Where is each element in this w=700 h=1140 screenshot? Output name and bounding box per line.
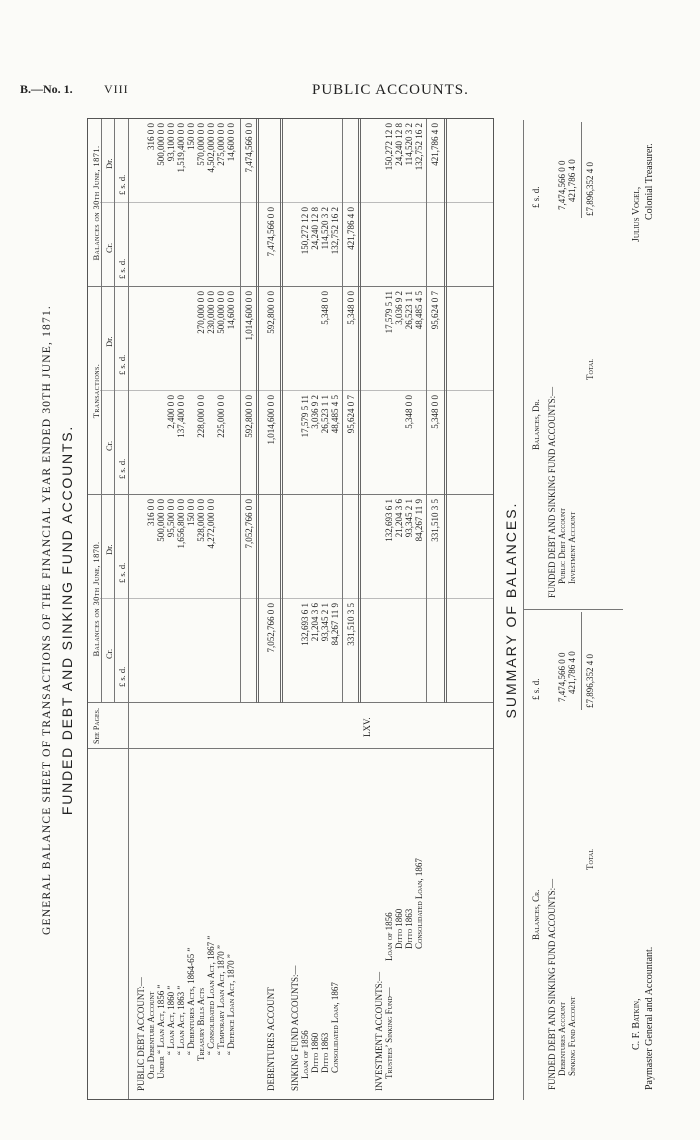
total-value: 95,624 0 7 bbox=[430, 291, 440, 330]
row-label: “ Loan Act, 1860 ” bbox=[166, 985, 176, 1055]
cell-value: 7,052,766 0 0 bbox=[266, 603, 276, 653]
cr-1870-header: Cr. bbox=[104, 648, 114, 659]
cell-value: 230,000 0 0 bbox=[206, 291, 216, 334]
cell-value: 570,000 0 0 bbox=[196, 123, 206, 166]
dr-heading: Balances, Dr. bbox=[531, 399, 541, 450]
see-pages-header: See Pages. bbox=[92, 708, 101, 744]
cell-value: 316 0 0 bbox=[146, 499, 156, 526]
lsd-header: £ s. d. bbox=[117, 354, 127, 375]
cell-value: 500,000 0 0 bbox=[156, 123, 166, 166]
cell-value: 48,485 4 5 bbox=[330, 395, 340, 434]
balance-sheet bbox=[35, 100, 675, 1120]
cell-value: 17,579 5 11 bbox=[384, 291, 394, 334]
total-value: 7,474,566 0 0 bbox=[244, 123, 254, 173]
cell-value: 14,600 0 0 bbox=[226, 123, 236, 162]
cell-value: 228,000 0 0 bbox=[196, 395, 206, 438]
summary-value: 7,474,566 0 0 bbox=[557, 652, 567, 702]
summary-value: 421,786 4 0 bbox=[567, 159, 577, 202]
row-label: Consolidated Loan, 1867 bbox=[330, 982, 340, 1073]
row-label: “ Defence Loan Act, 1870 ” bbox=[226, 954, 236, 1055]
cell-value: 17,579 5 11 bbox=[300, 395, 310, 438]
summary-row-label: Investment Account bbox=[567, 511, 577, 584]
row-label: Treasury Bills Acts bbox=[196, 987, 206, 1061]
cell-value: 1,014,600 0 0 bbox=[266, 395, 276, 445]
cell-value: 1,519,400 0 0 bbox=[176, 123, 186, 173]
cell-value: 500,000 0 0 bbox=[216, 291, 226, 334]
row-label: Ditto 1863 bbox=[404, 908, 414, 949]
cr-trans-header: Cr. bbox=[104, 440, 114, 451]
cell-value: 93,345 2 1 bbox=[404, 499, 414, 538]
cell-value: 270,000 0 0 bbox=[196, 291, 206, 334]
total-value: 5,348 0 0 bbox=[346, 291, 356, 325]
lsd-header: £ s. d. bbox=[531, 186, 541, 208]
cell-value: 95,500 0 0 bbox=[166, 499, 176, 538]
total-value: 331,510 3 5 bbox=[430, 499, 440, 542]
cell-value: 150 0 0 bbox=[186, 123, 196, 150]
trustees-label: Trustees’ Sinking Fund— bbox=[384, 987, 394, 1079]
total-value: 592,800 0 0 bbox=[244, 395, 254, 438]
balances-1870-header: Balances on 30th June, 1870. bbox=[91, 541, 101, 657]
row-label: Old Debenture Account bbox=[146, 991, 156, 1079]
cell-value: 84,267 11 9 bbox=[414, 499, 424, 542]
cell-value: 5,348 0 0 bbox=[404, 395, 414, 429]
signature-name-left: C. F. Batkin, bbox=[631, 998, 642, 1050]
row-label: Ditto 1860 bbox=[394, 908, 404, 949]
balances-1871-header: Balances on 30th June, 1871. bbox=[91, 145, 101, 261]
cell-value: 21,204 3 6 bbox=[310, 603, 320, 642]
row-label: “ Consolidated Loan Act, 1867 ” bbox=[206, 935, 216, 1055]
cell-value: 114,520 3 2 bbox=[404, 123, 414, 166]
summary-row-label: Public Debt Account bbox=[557, 507, 567, 584]
dr-1870-header: Dr. bbox=[104, 544, 114, 555]
cr-1871-header: Cr. bbox=[104, 242, 114, 253]
investment-heading: INVESTMENT ACCOUNTS:— bbox=[374, 971, 384, 1091]
cell-value: 528,000 0 0 bbox=[196, 499, 206, 542]
summary-row-label: Sinking Fund Account bbox=[567, 996, 577, 1076]
summary-title: SUMMARY OF BALANCES. bbox=[503, 501, 519, 719]
cell-value: 5,348 0 0 bbox=[320, 291, 330, 325]
cell-value: 500,000 0 0 bbox=[156, 499, 166, 542]
total-value: 331,510 3 5 bbox=[346, 603, 356, 646]
page-reference: LXV. bbox=[362, 717, 372, 737]
cell-value: 3,036 9 2 bbox=[394, 291, 404, 325]
cell-value: 132,752 16 2 bbox=[330, 207, 340, 255]
total-value: 421,786 4 0 bbox=[346, 207, 356, 250]
lsd-header: £ s. d. bbox=[117, 258, 127, 279]
cell-value: 132,693 6 1 bbox=[300, 603, 310, 646]
cell-value: 93,345 2 1 bbox=[320, 603, 330, 642]
cell-value: 275,000 0 0 bbox=[216, 123, 226, 166]
summary-row-label: Debentures Account bbox=[557, 1001, 567, 1076]
cell-value: 150,272 12 0 bbox=[300, 207, 310, 255]
cell-value: 150,272 12 0 bbox=[384, 123, 394, 171]
cell-value: 132,752 16 2 bbox=[414, 123, 424, 171]
cell-value: 24,240 12 8 bbox=[310, 207, 320, 250]
lsd-header: £ s. d. bbox=[117, 174, 127, 195]
public-debt-heading: PUBLIC DEBT ACCOUNT:— bbox=[136, 977, 146, 1091]
signature-name-right: Julius Vogel, bbox=[631, 186, 642, 242]
lsd-header: £ s. d. bbox=[117, 666, 127, 687]
sheet-title: GENERAL BALANCE SHEET OF TRANSACTIONS OF THE FINANCIAL YEAR ENDED 30TH JUNE, 1871. bbox=[41, 305, 53, 935]
row-label: Loan of 1856 bbox=[300, 1030, 310, 1079]
total-value: 1,014,600 0 0 bbox=[244, 291, 254, 341]
summary-value: 421,786 4 0 bbox=[567, 651, 577, 694]
cell-value: 93,100 0 0 bbox=[166, 123, 176, 162]
cell-value: 7,474,566 0 0 bbox=[266, 207, 276, 257]
cell-value: 2,400 0 0 bbox=[166, 395, 176, 429]
summary-total: £7,896,352 4 0 bbox=[585, 162, 595, 216]
row-label: Loan of 1856 bbox=[384, 912, 394, 961]
cell-value: 225,000 0 0 bbox=[216, 395, 226, 438]
cell-value: 21,204 3 6 bbox=[394, 499, 404, 538]
row-label: “ Debentures Acts, 1864-65 ” bbox=[186, 947, 196, 1055]
summary-total-label: Total bbox=[585, 848, 595, 870]
total-value: 7,052,766 0 0 bbox=[244, 499, 254, 549]
total-value: 5,348 0 0 bbox=[430, 395, 440, 429]
total-value: 95,624 0 7 bbox=[346, 395, 356, 434]
cell-value: 4,272,000 0 0 bbox=[206, 499, 216, 549]
cell-value: 26,523 1 1 bbox=[320, 395, 330, 434]
cell-value: 1,656,800 0 0 bbox=[176, 499, 186, 549]
row-label: “ Loan Act, 1863 ” bbox=[176, 985, 186, 1055]
cell-value: 14,600 0 0 bbox=[226, 291, 236, 330]
summary-of-balances bbox=[503, 120, 623, 1100]
summary-total: £7,896,352 4 0 bbox=[585, 654, 595, 708]
debentures-account-label: DEBENTURES ACCOUNT bbox=[266, 987, 276, 1091]
summary-value: 7,474,566 0 0 bbox=[557, 160, 567, 210]
row-label: Ditto 1860 bbox=[310, 1032, 320, 1073]
transactions-header: Transactions. bbox=[91, 363, 101, 419]
cr-section-heading: FUNDED DEBT AND SINKING FUND ACCOUNTS:— bbox=[547, 878, 557, 1090]
sheet-subtitle: FUNDED DEBT AND SINKING FUND ACCOUNTS. bbox=[59, 424, 75, 816]
row-label: Under “ Loan Act, 1856 ” bbox=[156, 984, 166, 1079]
cr-heading: Balances, Cr. bbox=[531, 889, 541, 940]
cell-value: 48,485 4 5 bbox=[414, 291, 424, 330]
total-value: 421,786 4 0 bbox=[430, 123, 440, 166]
cell-value: 4,502,000 0 0 bbox=[206, 123, 216, 173]
dr-section-heading: FUNDED DEBT AND SINKING FUND ACCOUNTS:— bbox=[547, 386, 557, 598]
lsd-header: £ s. d. bbox=[531, 678, 541, 700]
cell-value: 132,693 6 1 bbox=[384, 499, 394, 542]
summary-total-label: Total bbox=[585, 358, 595, 380]
cell-value: 316 0 0 bbox=[146, 123, 156, 150]
dr-trans-header: Dr. bbox=[104, 336, 114, 347]
cell-value: 114,520 3 2 bbox=[320, 207, 330, 250]
cell-value: 3,036 9 2 bbox=[310, 395, 320, 429]
cell-value: 150 0 0 bbox=[186, 499, 196, 526]
cell-value: 84,267 11 9 bbox=[330, 603, 340, 646]
row-label: Ditto 1863 bbox=[320, 1032, 330, 1073]
accounts-table bbox=[87, 118, 494, 1100]
lsd-header: £ s. d. bbox=[117, 562, 127, 583]
cell-value: 592,800 0 0 bbox=[266, 291, 276, 334]
row-label: “ Temporary Loan Act, 1870 ” bbox=[216, 945, 226, 1055]
row-label: Consolidated Loan, 1867 bbox=[414, 858, 424, 949]
lsd-header: £ s. d. bbox=[117, 458, 127, 479]
page-code: B.—No. 1. bbox=[20, 82, 73, 96]
signature-title-right: Colonial Treasurer. bbox=[644, 143, 655, 220]
dr-1871-header: Dr. bbox=[104, 158, 114, 169]
cell-value: 26,523 1 1 bbox=[404, 291, 414, 330]
cell-value: 24,240 12 8 bbox=[394, 123, 404, 166]
sinking-fund-heading: SINKING FUND ACCOUNTS:— bbox=[290, 965, 300, 1091]
running-title: PUBLIC ACCOUNTS. bbox=[312, 82, 469, 98]
cell-value: 137,400 0 0 bbox=[176, 395, 186, 438]
page-number: VIII bbox=[104, 82, 129, 96]
signature-title-left: Paymaster General and Accountant. bbox=[644, 946, 655, 1090]
